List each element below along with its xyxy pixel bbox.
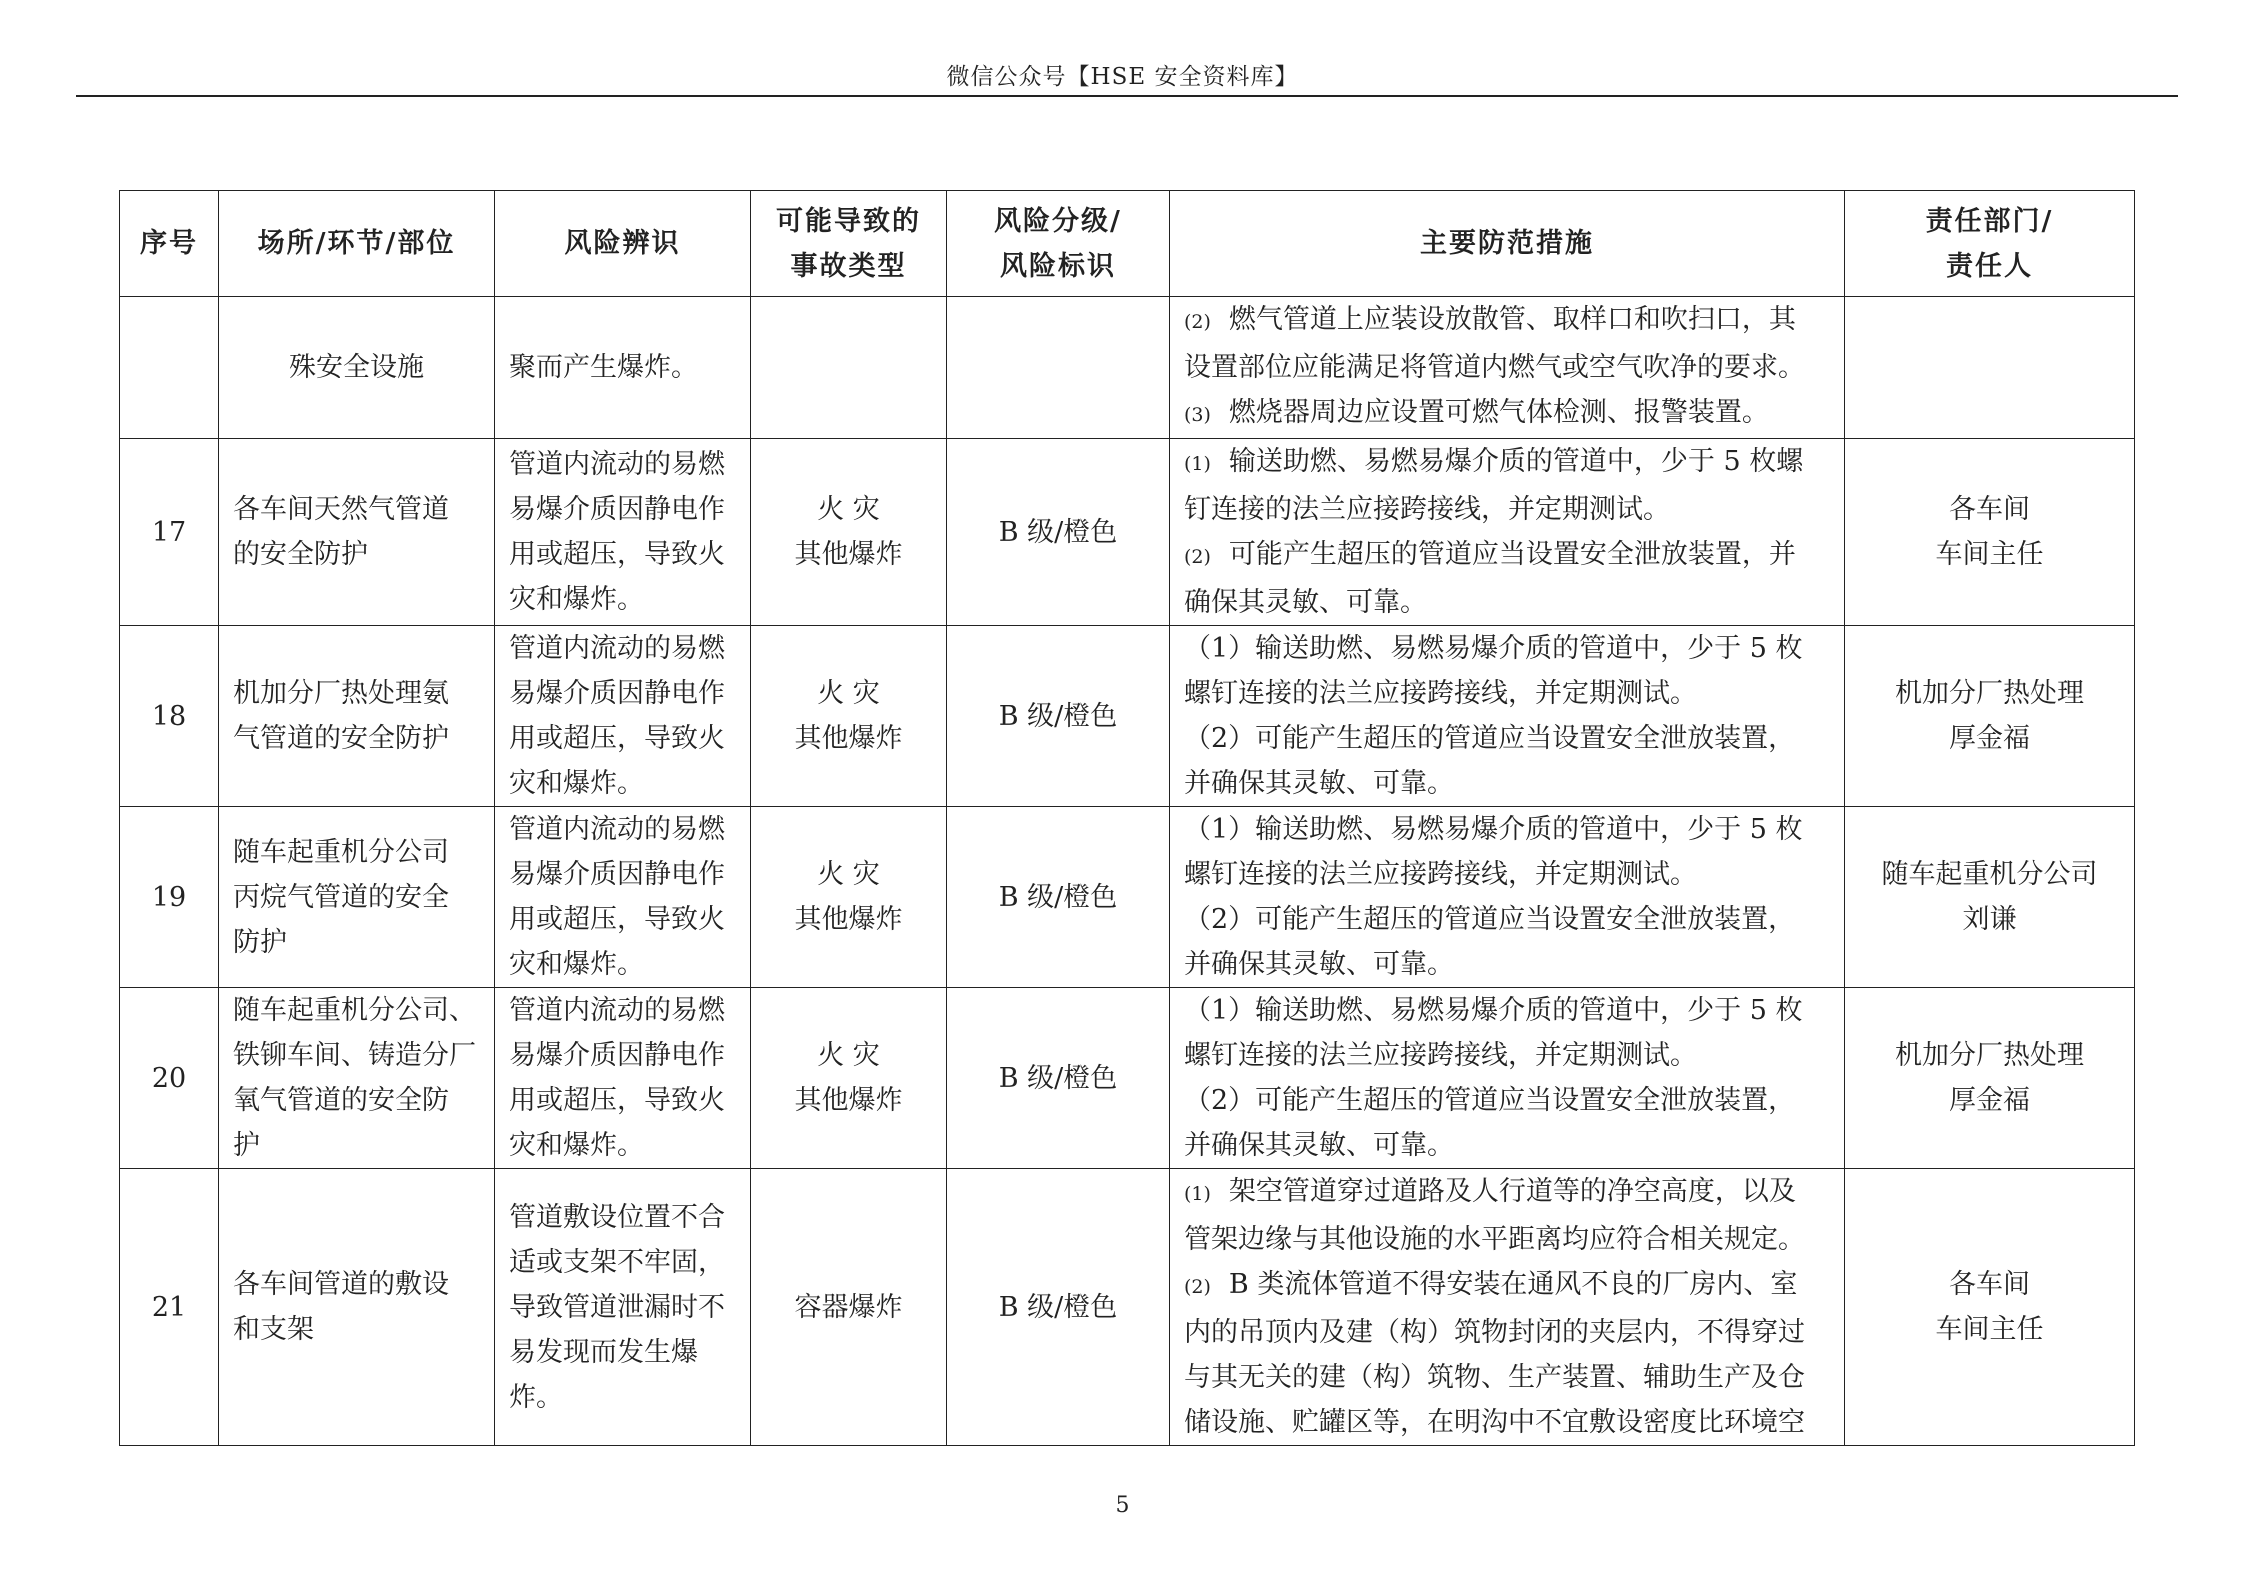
col-header-no: 序号: [120, 191, 219, 297]
risk-line: 用或超压，导致火: [509, 1085, 725, 1116]
cell-dept: [1845, 988, 2135, 1169]
measure-line: B 类流体管道不得安装在通风不良的厂房内、室: [1228, 1269, 1798, 1300]
risk-line: 适或支架不牢固，: [509, 1246, 725, 1278]
cell-no: [120, 297, 219, 439]
col-header-dept-line: 责任部门/: [1925, 205, 2054, 237]
cell-accident: [751, 988, 947, 1169]
cell-level: B 级/橙色: [947, 626, 1170, 807]
measure-line: 燃烧器周边应设置可燃气体检测、报警装置。: [1228, 397, 1769, 428]
risk-line: 易爆介质因静电作: [509, 678, 725, 709]
dept-line: 厚金福: [1949, 723, 2030, 754]
risk-line: 管道内流动的易燃: [509, 449, 725, 480]
col-header-dept-line: 责任人: [1946, 250, 2033, 282]
measure-line: 储设施、贮罐区等，在明沟中不宜敷设密度比环境空: [1184, 1407, 1805, 1438]
risk-table: [119, 190, 2135, 1446]
measure-line: 并确保其灵敏、可靠。: [1184, 768, 1454, 799]
risk-line: 用或超压，导致火: [509, 904, 725, 935]
cell-location: [219, 626, 495, 807]
col-header-accident: [751, 191, 947, 297]
measure-line: 确保其灵敏、可靠。: [1184, 587, 1427, 618]
measure-line: （2）可能产生超压的管道应当设置安全泄放装置，: [1184, 904, 1796, 935]
cell-risk: [495, 297, 751, 439]
risk-line: 用或超压，导致火: [509, 723, 725, 754]
location-line: 各车间天然气管道: [233, 494, 449, 525]
measure-item: [1184, 532, 1830, 625]
col-header-accident-line: 可能导致的: [776, 205, 921, 237]
cell-no: 17: [120, 439, 219, 626]
risk-line: 易发现而发生爆: [509, 1336, 698, 1368]
measure-item: [1184, 297, 1830, 390]
cell-accident: [751, 439, 947, 626]
measure-line: （1）输送助燃、易燃易爆介质的管道中，少于 5 枚: [1184, 814, 1803, 845]
measure-item: [1184, 1078, 1830, 1168]
risk-line: 管道内流动的易燃: [509, 814, 725, 845]
cell-measures: [1170, 988, 1845, 1169]
accident-line: 其他爆炸: [794, 1085, 903, 1116]
location-line: 丙烷气管道的安全: [233, 881, 449, 913]
location-line: 各车间管道的敷设: [233, 1269, 449, 1300]
dept-line: 厚金福: [1949, 1085, 2030, 1116]
risk-line: 灾和爆炸。: [509, 584, 644, 615]
accident-line: 火 灾: [817, 494, 880, 525]
location-line: 随车起重机分公司、: [233, 995, 476, 1026]
measure-line: （2）可能产生超压的管道应当设置安全泄放装置，: [1184, 723, 1796, 754]
table-row: [120, 297, 2135, 439]
measure-line: 燃气管道上应装设放散管、取样口和吹扫口，其: [1228, 304, 1796, 335]
col-header-level: [947, 191, 1170, 297]
cell-level: B 级/橙色: [947, 807, 1170, 988]
cell-risk: [495, 626, 751, 807]
cell-measures: [1170, 1169, 1845, 1446]
risk-line: 灾和爆炸。: [509, 1130, 644, 1161]
col-header-accident-line: 事故类型: [790, 250, 907, 282]
header-divider: [76, 95, 2178, 97]
measure-line: 输送助燃、易燃易爆介质的管道中，少于 5 枚螺: [1228, 446, 1804, 477]
dept-line: 各车间: [1949, 1269, 2030, 1300]
cell-dept: [1845, 626, 2135, 807]
cell-no: 19: [120, 807, 219, 988]
cell-location: [219, 1169, 495, 1446]
location-line: 气管道的安全防护: [233, 723, 449, 754]
cell-risk: [495, 807, 751, 988]
table-row: [120, 439, 2135, 626]
measure-line: （2）可能产生超压的管道应当设置安全泄放装置，: [1184, 1085, 1796, 1116]
location-line: 的安全防护: [233, 539, 368, 570]
cell-no: 21: [120, 1169, 219, 1446]
cell-risk: [495, 439, 751, 626]
dept-line: 机加分厂热处理: [1895, 1040, 2084, 1071]
table-header-row: [120, 191, 2135, 297]
risk-line: 灾和爆炸。: [509, 949, 644, 980]
measure-number: (3): [1184, 404, 1211, 426]
col-header-level-line: 风险分级/: [994, 205, 1122, 237]
location-line: 护: [233, 1130, 260, 1161]
cell-accident: [751, 807, 947, 988]
cell-level: B 级/橙色: [947, 1169, 1170, 1446]
col-header-measures: 主要防范措施: [1170, 191, 1845, 297]
measure-item: [1184, 1262, 1830, 1445]
risk-line: 管道内流动的易燃: [509, 995, 725, 1026]
dept-line: 刘谦: [1962, 904, 2017, 935]
measure-line: 钉连接的法兰应接跨接线，并定期测试。: [1184, 494, 1670, 525]
cell-accident: [751, 626, 947, 807]
cell-measures: [1170, 626, 1845, 807]
location-line: 铁铆车间、铸造分厂: [233, 1040, 476, 1071]
cell-risk: [495, 988, 751, 1169]
measure-item: [1184, 439, 1830, 532]
cell-dept: [1845, 807, 2135, 988]
dept-line: 车间主任: [1935, 1314, 2044, 1345]
location-line: 和支架: [233, 1314, 314, 1345]
accident-line: 火 灾: [817, 678, 880, 709]
accident-line: 其他爆炸: [794, 723, 903, 754]
cell-dept: [1845, 439, 2135, 626]
cell-accident: [751, 1169, 947, 1446]
measure-line: 并确保其灵敏、可靠。: [1184, 949, 1454, 980]
measure-line: 并确保其灵敏、可靠。: [1184, 1130, 1454, 1161]
risk-line: 管道敷设位置不合: [509, 1201, 725, 1233]
cell-dept: [1845, 297, 2135, 439]
risk-line: 管道内流动的易燃: [509, 633, 725, 664]
accident-line: 其他爆炸: [794, 904, 903, 935]
measure-line: 设置部位应能满足将管道内燃气或空气吹净的要求。: [1184, 352, 1805, 383]
col-header-level-line: 风险标识: [1000, 250, 1116, 282]
measure-line: 架空管道穿过道路及人行道等的净空高度，以及: [1228, 1176, 1796, 1207]
measure-number: (1): [1184, 453, 1211, 475]
table-row: [120, 626, 2135, 807]
measure-item: [1184, 626, 1830, 716]
measure-line: （1）输送助燃、易燃易爆介质的管道中，少于 5 枚: [1184, 633, 1803, 664]
location-line: 机加分厂热处理氨: [233, 678, 449, 709]
measure-item: [1184, 988, 1830, 1078]
cell-accident: [751, 297, 947, 439]
measure-number: (2): [1184, 546, 1211, 568]
risk-line: 导致管道泄漏时不: [509, 1291, 725, 1323]
cell-location: [219, 297, 495, 439]
cell-location: [219, 807, 495, 988]
risk-line: 易爆介质因静电作: [509, 1040, 725, 1071]
table-row: [120, 1169, 2135, 1446]
measure-line: 内的吊顶内及建（构）筑物封闭的夹层内，不得穿过: [1184, 1317, 1805, 1348]
cell-measures: [1170, 807, 1845, 988]
cell-measures: [1170, 439, 1845, 626]
risk-line: 易爆介质因静电作: [509, 494, 725, 525]
cell-no: 18: [120, 626, 219, 807]
page-number: 5: [1115, 1493, 1130, 1518]
cell-no: 20: [120, 988, 219, 1169]
location-line: 防护: [233, 926, 287, 958]
dept-line: 机加分厂热处理: [1895, 678, 2084, 709]
measure-item: [1184, 897, 1830, 987]
cell-measures: [1170, 297, 1845, 439]
accident-line: 容器爆炸: [794, 1291, 903, 1323]
location-line: 氧气管道的安全防: [233, 1085, 449, 1116]
cell-risk: [495, 1169, 751, 1446]
cell-location: [219, 988, 495, 1169]
risk-line: 易爆介质因静电作: [509, 859, 725, 890]
measure-line: 管架边缘与其他设施的水平距离均应符合相关规定。: [1184, 1224, 1805, 1255]
measure-number: (2): [1184, 1276, 1211, 1298]
measure-line: 与其无关的建（构）筑物、生产装置、辅助生产及仓: [1184, 1362, 1805, 1393]
measure-item: [1184, 716, 1830, 806]
dept-line: 车间主任: [1935, 539, 2044, 570]
accident-line: 火 灾: [817, 859, 880, 890]
accident-line: 火 灾: [817, 1040, 880, 1071]
measure-line: 螺钉连接的法兰应接跨接线，并定期测试。: [1184, 859, 1697, 890]
risk-line: 聚而产生爆炸。: [509, 352, 698, 383]
page-header-title: 微信公众号【HSE 安全资料库】: [946, 64, 1299, 90]
measure-line: 可能产生超压的管道应当设置安全泄放装置，并: [1228, 539, 1796, 570]
measure-item: [1184, 1169, 1830, 1262]
measure-item: [1184, 390, 1830, 438]
location-line: 随车起重机分公司: [233, 836, 449, 868]
measure-line: 螺钉连接的法兰应接跨接线，并定期测试。: [1184, 678, 1697, 709]
risk-line: 炸。: [509, 1381, 563, 1413]
measure-line: （1）输送助燃、易燃易爆介质的管道中，少于 5 枚: [1184, 995, 1803, 1026]
measure-line: 螺钉连接的法兰应接跨接线，并定期测试。: [1184, 1040, 1697, 1071]
measure-number: (2): [1184, 311, 1211, 333]
measure-item: [1184, 807, 1830, 897]
cell-level: B 级/橙色: [947, 439, 1170, 626]
table-body: [120, 297, 2135, 1446]
col-header-location: 场所/环节/部位: [219, 191, 495, 297]
dept-line: 各车间: [1949, 494, 2030, 525]
accident-line: 其他爆炸: [794, 539, 903, 570]
risk-line: 灾和爆炸。: [509, 768, 644, 799]
table-row: [120, 807, 2135, 988]
col-header-dept: [1845, 191, 2135, 297]
cell-dept: [1845, 1169, 2135, 1446]
table-row: [120, 988, 2135, 1169]
col-header-risk: 风险辨识: [495, 191, 751, 297]
measure-number: (1): [1184, 1183, 1211, 1205]
risk-line: 用或超压，导致火: [509, 539, 725, 570]
cell-location: [219, 439, 495, 626]
location-line: 殊安全设施: [289, 352, 424, 383]
dept-line: 随车起重机分公司: [1881, 859, 2098, 890]
cell-level: [947, 297, 1170, 439]
cell-level: B 级/橙色: [947, 988, 1170, 1169]
